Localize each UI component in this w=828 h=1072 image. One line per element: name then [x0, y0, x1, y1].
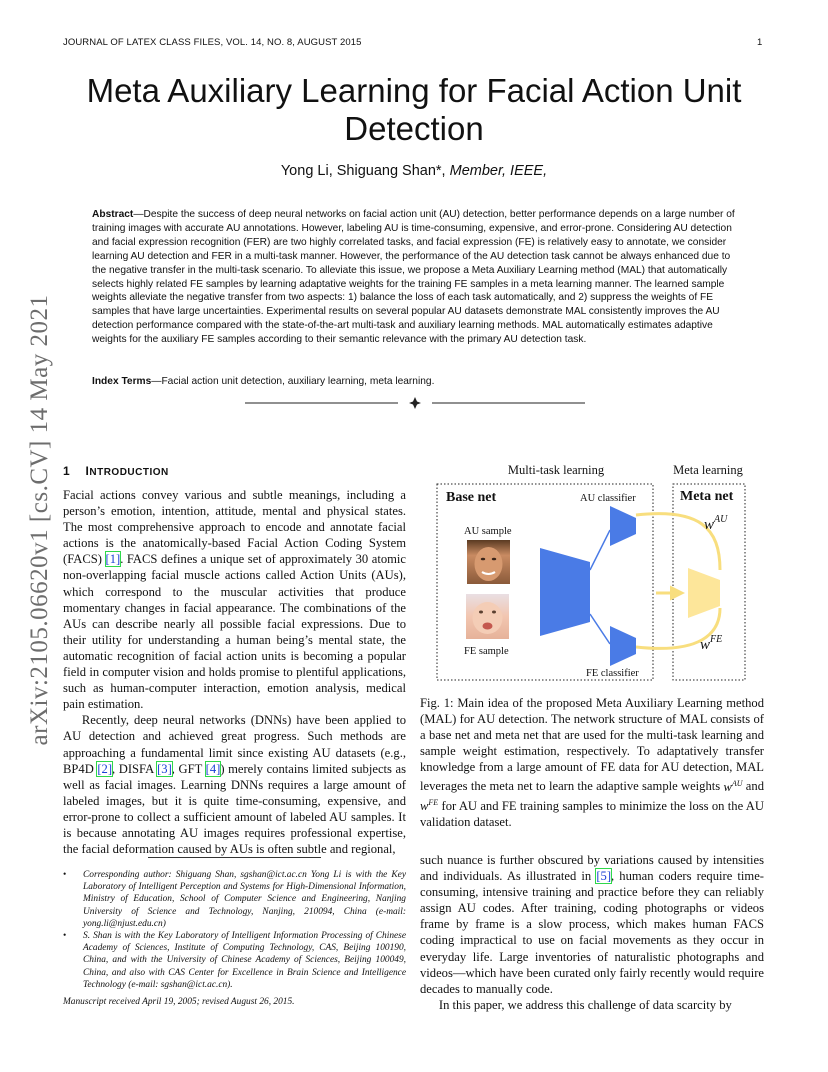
au-sample-image: [467, 540, 510, 584]
index-terms: [92, 376, 736, 387]
meta-learning-label: Meta learning: [673, 463, 743, 477]
citation-link[interactable]: [2]: [97, 761, 113, 776]
paper-title: Meta Auxiliary Learning for Facial Action Unit Detection: [86, 72, 742, 147]
au-classifier-shape: [610, 506, 636, 546]
fe-classifier-label: FE classifier: [586, 668, 639, 679]
fe-classifier-shape: [610, 626, 636, 666]
weight-au-label: $w^{AU}$: [704, 514, 728, 533]
section-number: 1: [63, 464, 71, 478]
base-net-backbone: [540, 548, 590, 636]
body-paragraph: In this paper, we address this challenge of data scarcity by: [438, 997, 732, 1012]
caption-label: Fig. 1:: [420, 696, 458, 710]
abstract: [92, 208, 736, 347]
fe-sample-label: FE sample: [464, 646, 509, 657]
running-header: JOURNAL OF LATEX CLASS FILES, VOL. 14, NO. 8, AUGUST 2015: [63, 37, 362, 48]
au-sample-label: AU sample: [464, 526, 512, 537]
base-net-label: Base net: [446, 490, 497, 505]
manuscript-note: Manuscript received April 19, 2005; revised August 26, 2015.: [63, 997, 295, 1007]
fe-branch-line: [590, 614, 610, 644]
footnote-item: • S. Shan is with the Key Laboratory of Intelligent Information Processing of Chinese Academy of Sciences, Institute of Computing Technology, CAS, Beijing 100190, China, and with the University of Chinese Academy of Sciences, Beijing 100049, China, and also with CAS Center for Excellence in Brain Science and Intelligence Technology (e-mail: sgshan@ict.ac.cn).: [63, 931, 406, 990]
weight-fe-label: $w^{FE}$: [700, 634, 723, 653]
left-column: [63, 487, 406, 857]
footnote-item: • Corresponding author: Shiguang Shan, sgshan@ict.ac.cn Yong Li is with the Key Laboratory of Intelligent Perception and Systems for High-Dimensional Information, Ministry of Education, School of Computer Science and Engineering, Nanjing University of Science and Technology, Nanjing, 210094, China (e-mail: yong.li@njust.edu.cn): [63, 870, 406, 929]
abstract-text: —Despite the success of deep neural networks on facial action unit (AU) detection, better performance depends on a large number of training images with accurate AU annotations. However, labeling AU is time-consuming, expensive, and error-prone. Considering AU detection and facial expression recognition (FER) are two highly correlated tasks, and facial expression (FE) is relatively easy to annotate, we consider learning AU detection and FER in a multi-task manner. However, the performance of the AU detection task cannot be always enhanced due to the negative transfer in the multi-task scenario. To alleviate this issue, we propose a Meta Auxiliary Learning method (MAL) that automatically selects highly related FE samples by learning adaptative weights for the training FE samples in a meta learning manner. The learned sample weights alleviate the negative transfer from two aspects: 1) balance the loss of each task automatically, and 2) suppress the weights of FE samples that have large uncertainties. Experimental results on several popular AU datasets demonstrate MAL consistently improves the AU detection performance compared with the state-of-the-art multi-task and auxiliary learning methods. MAL automatically estimates adaptive weights for the auxiliary FE samples according to their semantic relevance with the primary AU detection task.: [92, 209, 735, 346]
intro-paragraph-2: Recently, deep neural networks (DNNs) have been applied to AU detection and achieved great progress. Such methods are approaching a fundamental limit since existing AU datasets (e.g., BP4D [2], DISFA [3], GFT [4]) merely contains limited subjects as well as facial images. Learning DNNs requires a large amount of labeled images, but it is quite time-consuming, expensive, and error-prone to collect a sufficient amount of labeled AU samples. It is because annotating AU images requires professional expertise, the facial deformation caused by AUs is often subtle and regional,: [63, 713, 406, 857]
fe-sample-image: [466, 594, 509, 639]
footnotes: [63, 869, 406, 991]
author-membership: Member, IEEE,: [449, 163, 548, 179]
footnote-rule: [148, 857, 321, 858]
citation-link[interactable]: [1]: [105, 552, 121, 567]
meta-net-label: Meta net: [680, 489, 734, 504]
multitask-label: Multi-task learning: [507, 463, 605, 477]
weight-au-symbol: $w^{AU}$: [723, 778, 743, 794]
intro-paragraph-1: Facial actions convey various and subtle meanings, including a person’s emotion, intention, attitude, mental and physical states. The most comprehensive approach to encode and annotate facial actions is the anatomically-based Facial Action Coding System (FACS) [1]. FACS defines a unique set of approximately 30 atomic non-overlapping facial muscle actions called Action Units (AUs), which correspond to the muscular activities that produce momentary changes in facial appearance. The combinations of the AUs can describe nearly all possible facial expressions. Due to their utility for understanding a human being’s mental state, the automatic recognition of facial action units is becoming a popular field in computer vision and holds promise to plentiful applications, such as human-computer interaction, emotion analysis, medical pain estimation.: [63, 488, 407, 712]
section-heading: [63, 464, 169, 478]
abstract-label: Abstract: [92, 209, 134, 220]
au-branch-line: [590, 530, 610, 570]
page-number: 1: [757, 37, 763, 48]
section-initial: I: [85, 464, 90, 478]
bullet-icon: •: [63, 870, 67, 880]
citation-link[interactable]: [5]: [596, 869, 612, 884]
au-classifier-label: AU classifier: [580, 493, 636, 504]
author-line: [40, 163, 788, 179]
author-names: Yong Li, Shiguang Shan*,: [280, 163, 446, 179]
index-terms-label: Index Terms: [92, 376, 152, 387]
section-separator: [245, 396, 585, 410]
figure-1: [420, 458, 764, 690]
body-paragraph: such nuance is further obscured by variations caused by intensities and individuals. As illustrated in [5], human coders require time-consuming, intensive training and practice before they can reliably assign AU codes. After training, coding photographs or videos frame by frame is a slow process, which makes human FACS coding impractical to use on facial movements as they occur in everyday life. Large inventories of naturalistic photographs and videos—which have been curated only fairly recently would require decades to manually code.: [420, 853, 764, 996]
citation-link[interactable]: [3]: [157, 761, 172, 776]
arxiv-stamp: arXiv:2105.06620v1 [cs.CV] 14 May 2021: [26, 294, 53, 746]
right-column: [420, 852, 764, 1013]
weight-fe-symbol: $w^{FE}$: [420, 797, 439, 813]
index-terms-text: —Facial action unit detection, auxiliary learning, meta learning.: [151, 376, 435, 387]
figure-caption: Fig. 1: Main idea of the proposed Meta Auxiliary Learning method (MAL) for AU detection. The network structure of MAL consists of a base net and meta net that are used for the multi-task learning and sample weight estimation, respectively. To adaptatively transfer knowledge from a large amount of FE data for AU detection, MAL leverages the meta net to learn the adaptive sample weights $w^{AU}$ and $w^{FE}$ for AU and FE training samples to minimize the loss on the AU validation dataset.: [420, 696, 764, 830]
bullet-icon: •: [63, 931, 67, 942]
meta-net-shape: [688, 568, 720, 618]
section-title-rest: NTRODUCTION: [89, 467, 169, 478]
citation-link[interactable]: [4]: [205, 761, 221, 776]
